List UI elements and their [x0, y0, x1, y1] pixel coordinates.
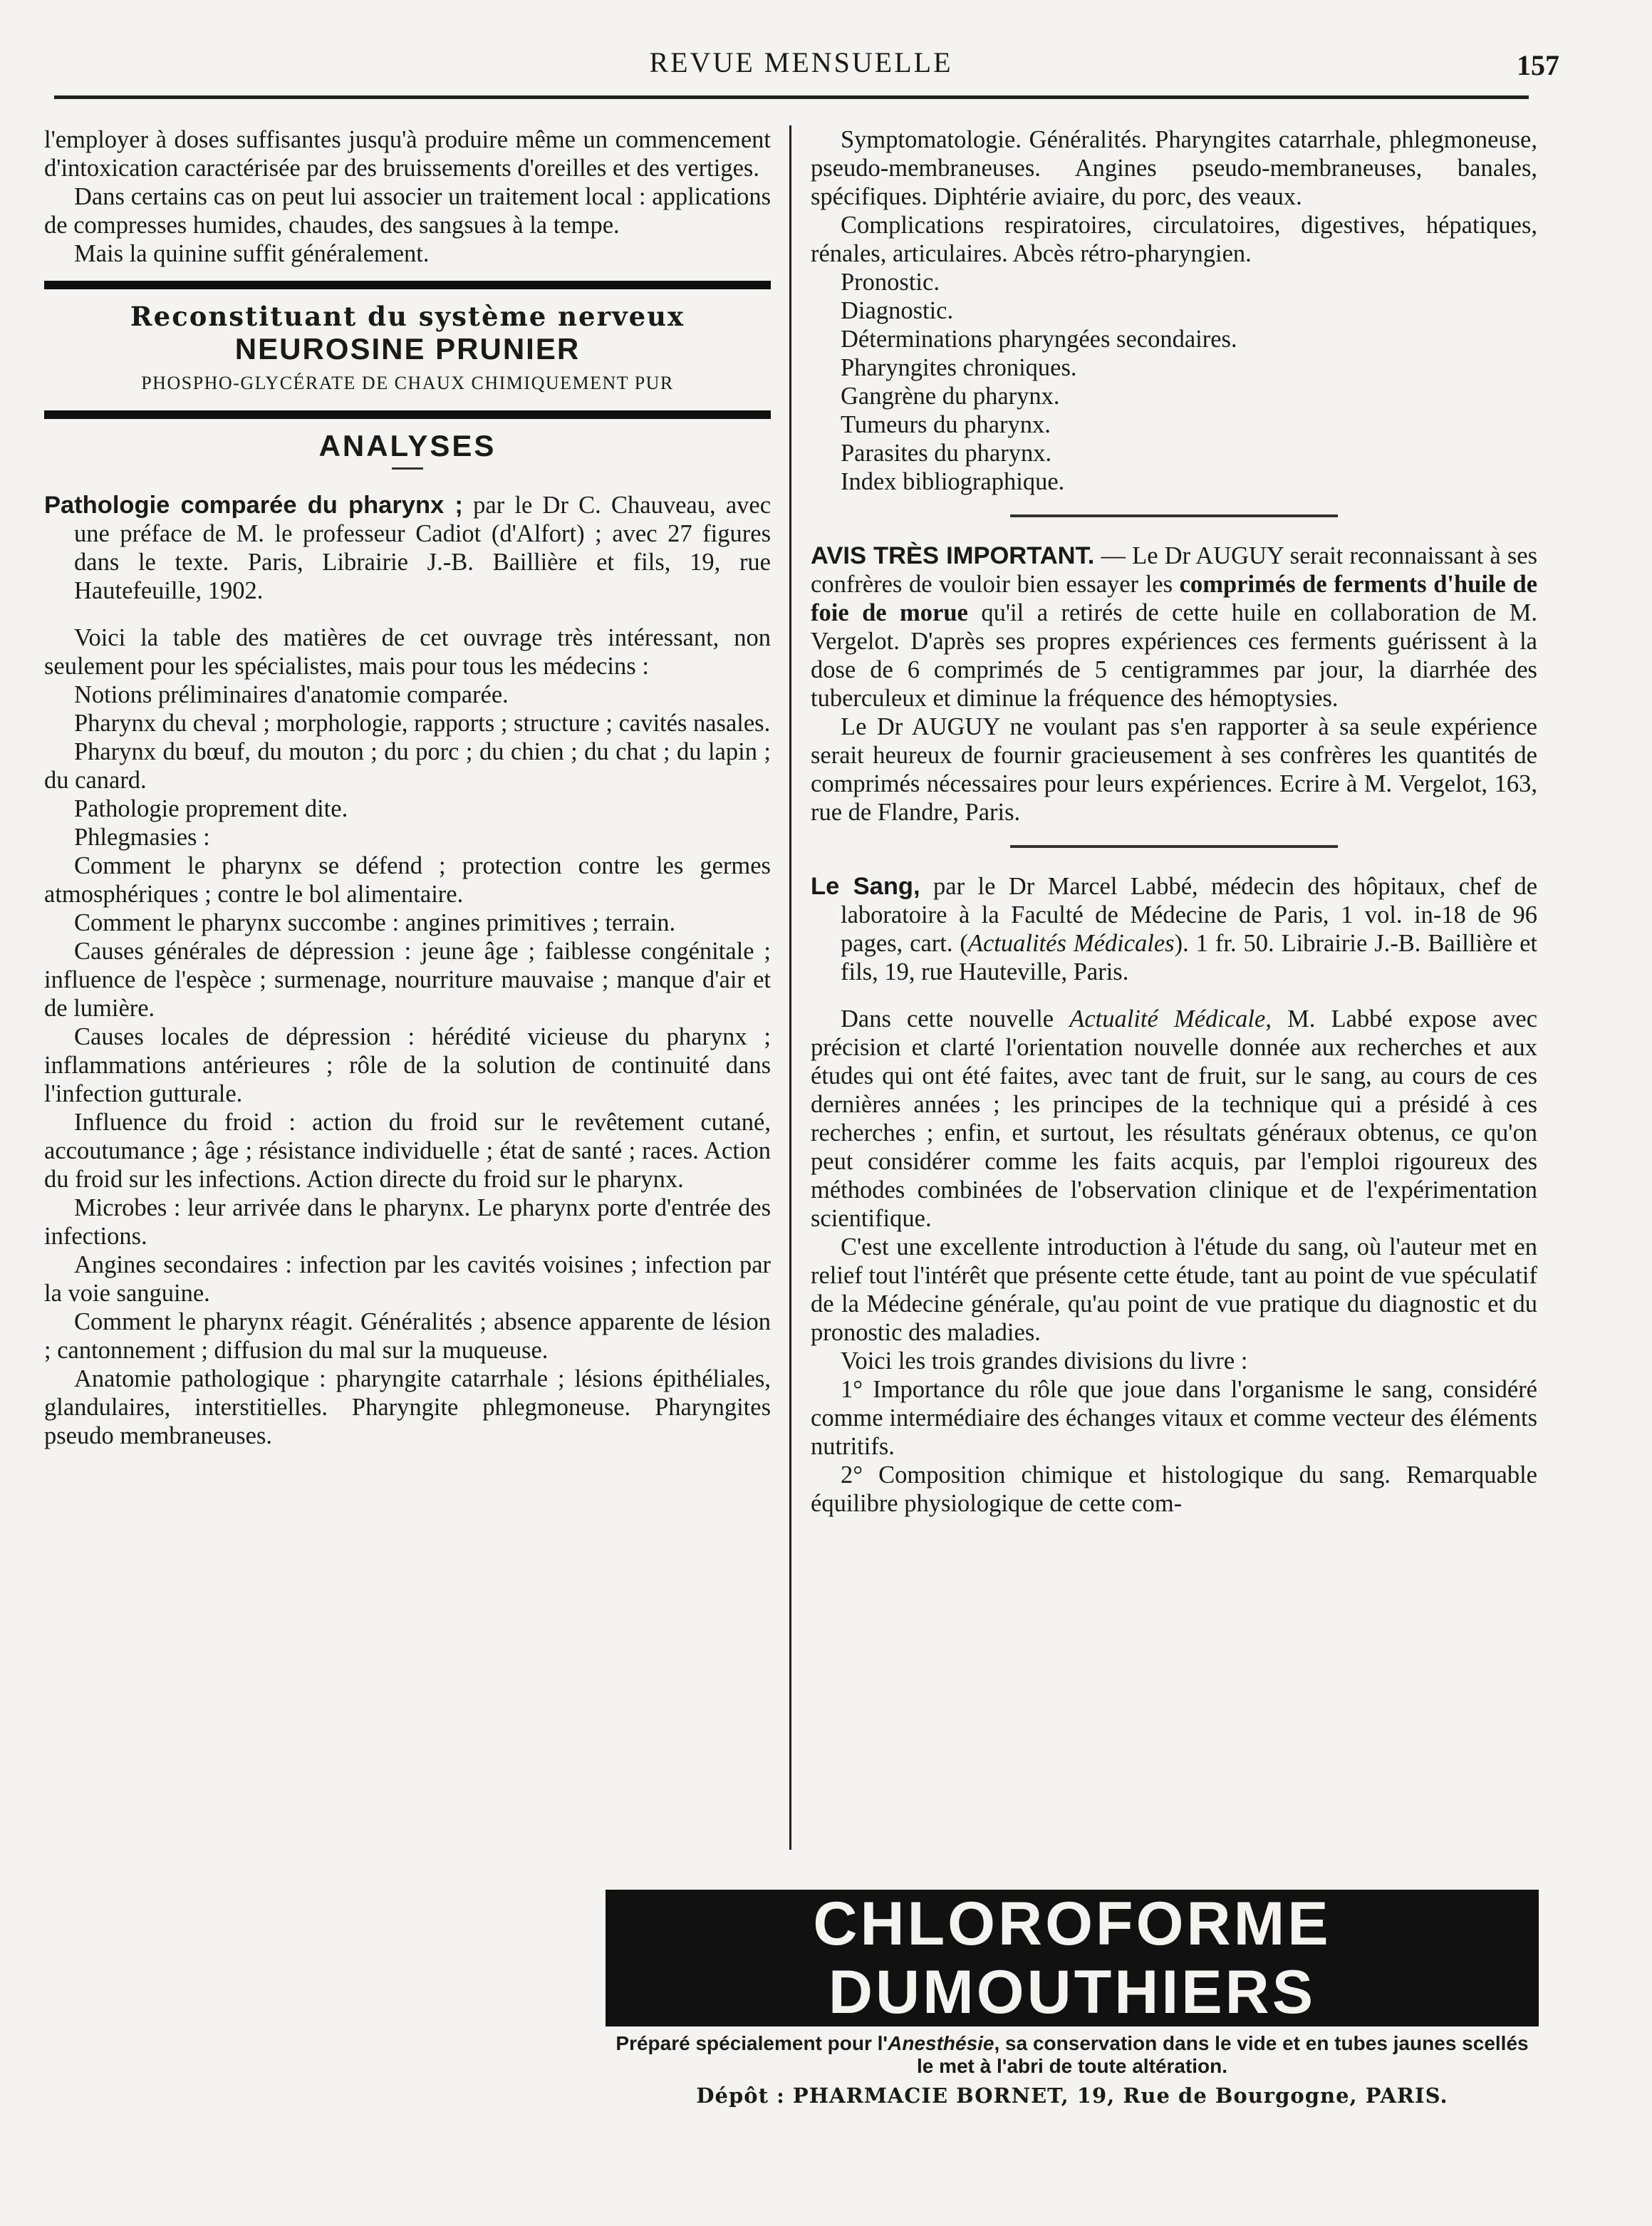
- review-paragraph: Voici les trois grandes divisions du livre :: [841, 1347, 1248, 1375]
- toc-item: Parasites du pharynx.: [841, 440, 1052, 467]
- toc-item: Complications respiratoires, circulatoires, digestives, hépatiques, rénales, articulaires. Abcès rétro-pharyngien.: [811, 212, 1537, 267]
- important-notice: [811, 542, 1537, 713]
- review-citation-text: ). 1 fr. 50. Librairie J.-B. Baillière et fils, 19, rue Hauteville, Paris.: [841, 930, 1537, 985]
- review-intro: Voici la table des matières de cet ouvrage très intéressant, non seulement pour les spécialistes, mais pour tous les médecins :: [44, 624, 771, 680]
- toc-item: Microbes : leur arrivée dans le pharynx. Le pharynx porte d'entrée des infections.: [44, 1194, 771, 1250]
- toc-item: Anatomie pathologique : pharyngite catarrhale ; lésions épithéliales, glandulaires, interstitielles. Pharyngite phlegmoneuse. Pharyngites pseudo membraneuses.: [44, 1365, 771, 1449]
- toc-item: Symptomatologie. Généralités. Pharyngites catarrhale, phlegmoneuse, pseudo-membraneuses. Angines pseudo-membraneuses, banales, spécifiques. Diphtérie aviaire, du porc, des veaux.: [811, 126, 1537, 210]
- ad-depot-address: Dépôt : PHARMACIE BORNET, 19, Rue de Bourgogne, PARIS.: [696, 2083, 1448, 2108]
- toc-item: Causes générales de dépression : jeune âge ; faiblesse congénitale ; influence de l'espèce ; surmenage, nourriture mauvaise ; manque d'air et de lumière.: [44, 938, 771, 1022]
- separator-rule: [1010, 845, 1338, 848]
- review-citation-text: par le Dr Marcel Labbé, médecin des hôpitaux, chef de laboratoire à la Faculté de Médecine de Paris, 1 vol. in-18 de 96 pages, cart. (: [841, 873, 1538, 957]
- toc-item: Pathologie proprement dite.: [74, 795, 348, 822]
- toc-item: Pharynx du bœuf, du mouton ; du porc ; du chien ; du chat ; du lapin ; du canard.: [44, 738, 771, 794]
- ad-description: [606, 2032, 1539, 2078]
- intro-paragraph: Dans certains cas on peut lui associer un traitement local : applications de compresses humides, chaudes, des sangsues à la tempe.: [44, 183, 771, 239]
- review-division: 2° Composition chimique et histologique du sang. Remarquable équilibre physiologique de cette com-: [811, 1461, 1537, 1517]
- review-division: 1° Importance du rôle que joue dans l'organisme le sang, considéré comme intermédiaire des échanges vitaux et comme vecteur des éléments nutritifs.: [811, 1376, 1537, 1460]
- toc-item: Diagnostic.: [841, 297, 954, 324]
- column-divider: [789, 125, 791, 1850]
- left-column: [44, 125, 771, 1450]
- separator-rule: [1010, 514, 1338, 517]
- neurosine-advertisement: [44, 302, 771, 398]
- right-column: [811, 125, 1537, 1518]
- review-citation: [44, 491, 771, 605]
- toc-item: Influence du froid : action du froid sur le revêtement cutané, accoutumance ; âge ; résistance individuelle ; état de santé ; races. Action du froid sur les infections. Action directe du froid sur le pharynx.: [44, 1109, 771, 1193]
- toc-item: Notions préliminaires d'anatomie comparée.: [74, 681, 509, 708]
- toc-item: Pronostic.: [841, 269, 940, 296]
- ad-banner: CHLOROFORME DUMOUTHIERS: [606, 1890, 1539, 2026]
- ad-rule-bottom: [44, 410, 771, 419]
- intro-paragraph: Mais la quinine suffit généralement.: [74, 240, 430, 267]
- review-paragraph: [811, 1005, 1537, 1233]
- table-of-contents-continued: [811, 125, 1537, 496]
- review-citation: [811, 872, 1537, 986]
- ad-description-text: , sa conservation dans le vide et en tubes jaunes scellés le met à l'abri de toute altération.: [916, 2032, 1529, 2077]
- review-title: Pathologie comparée du pharynx ;: [44, 492, 463, 519]
- review-text: Dans cette nouvelle: [841, 1005, 1054, 1032]
- ad-description-italic: Anesthésie: [888, 2032, 994, 2054]
- review-citation-text: par le Dr C. Chauveau, avec une préface de M. le professeur Cadiot (d'Alfort) ; avec 27 figures dans le texte. Paris, Librairie J.-B. Baillière et fils, 19, rue Hautefeuille, 1902.: [74, 492, 772, 604]
- toc-item: Comment le pharynx se défend ; protection contre les germes atmosphériques ; contre le bol alimentaire.: [44, 852, 771, 908]
- notice-heading: AVIS TRÈS IMPORTANT.: [811, 542, 1095, 569]
- ad-description-text: Préparé spécialement pour l': [615, 2032, 888, 2054]
- toc-item: Index bibliographique.: [841, 468, 1065, 495]
- ad-rule-top: [44, 281, 771, 289]
- review-title: Le Sang,: [811, 873, 920, 900]
- series-title: Actualité Médicale: [1069, 1005, 1266, 1032]
- section-dash: [392, 467, 423, 470]
- notice-paragraph: Le Dr AUGUY ne voulant pas s'en rapporter à sa seule expérience serait heureux de fournir gracieusement à ses confrères les quantités de comprimés nécessaires pour leurs expériences. Ecrire à M. Vergelot, 163, rue de Flandre, Paris.: [811, 713, 1537, 826]
- toc-item: Comment le pharynx réagit. Généralités ; absence apparente de lésion ; cantonnement ; diffusion du mal sur la muqueuse.: [44, 1308, 771, 1364]
- running-title: REVUE MENSUELLE: [649, 46, 953, 78]
- table-of-contents: [44, 680, 771, 1450]
- notice-text: — Le Dr AUGUY serait reconnaissant à ses confrères de vouloir bien essayer les: [811, 542, 1537, 598]
- toc-item: Comment le pharynx succombe : angines primitives ; terrain.: [74, 909, 676, 936]
- page-header: [43, 41, 1559, 84]
- ad-product-name: NEUROSINE PRUNIER: [234, 332, 581, 366]
- ad-subtitle: PHOSPHO-GLYCÉRATE DE CHAUX CHIMIQUEMENT PUR: [141, 373, 674, 393]
- intro-paragraph: l'employer à doses suffisantes jusqu'à produire même un commencement d'intoxication caractérisée par des bruissements d'oreilles et des vertiges.: [44, 126, 771, 182]
- toc-item: Pharynx du cheval ; morphologie, rapports ; structure ; cavités nasales.: [74, 710, 771, 737]
- toc-item: Phlegmasies :: [74, 824, 210, 851]
- review-paragraph: C'est une excellente introduction à l'étude du sang, où l'auteur met en relief tout l'intérêt que présente cette étude, tant au point de vue spéculatif de la Médecine générale, qu'au point de vue pratique du diagnostic et du pronostic des maladies.: [811, 1233, 1537, 1346]
- section-title: ANALYSES: [318, 429, 497, 462]
- chloroforme-advertisement: [606, 1890, 1539, 2108]
- series-title: Actualités Médicales: [967, 930, 1175, 957]
- toc-item: Pharyngites chroniques.: [841, 354, 1077, 381]
- notice-text: qu'il a retirés de cette huile en collaboration de M. Vergelot. D'après ses propres expériences ces ferments guérissent à la dose de 6 comprimés de 5 centigrammes par jour, la diarrhée des tuberculeux et diminue la fréquence des hémoptysies.: [811, 599, 1538, 712]
- page-number: 157: [1517, 49, 1559, 81]
- toc-item: Causes locales de dépression : hérédité vicieuse du pharynx ; inflammations antérieures ; rôle de la solution de continuité dans l'infection gutturale.: [44, 1023, 771, 1107]
- review-text: , M. Labbé expose avec précision et clarté l'orientation nouvelle donnée aux recherches et aux études qui ont été faites, avec tant de fruit, sur le sang, au cours de ces dernières années ; les principes de la technique qui a présidé à ces recherches ; enfin, et surtout, les résultats généraux obtenus, ce qu'on peut considérer comme les faits acquis, par l'emploi rigoureux des méthodes combinées de l'observation clinique et de l'expérimentation scientifique.: [811, 1005, 1538, 1232]
- toc-item: Déterminations pharyngées secondaires.: [841, 326, 1237, 353]
- header-rule: [54, 95, 1529, 99]
- toc-item: Gangrène du pharynx.: [841, 383, 1060, 410]
- notice-bold-phrase: comprimés de ferments d'huile de foie de morue: [811, 571, 1538, 626]
- toc-item: Angines secondaires : infection par les cavités voisines ; infection par la voie sanguine.: [44, 1251, 771, 1307]
- ad-tagline: Reconstituant du système nerveux: [130, 301, 685, 332]
- toc-item: Tumeurs du pharynx.: [841, 411, 1051, 438]
